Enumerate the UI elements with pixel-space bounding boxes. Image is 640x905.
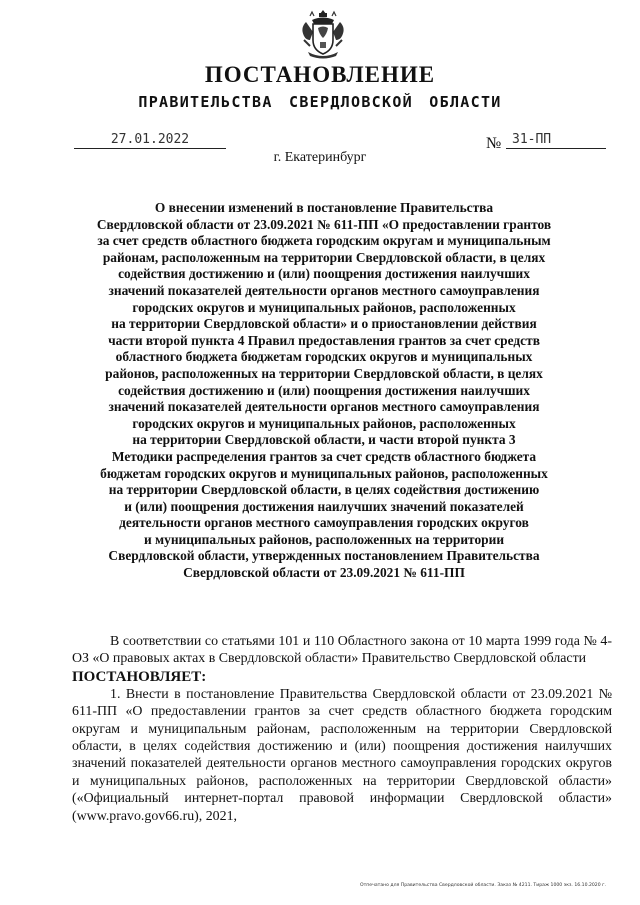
subject-line: на территории Свердловской области» и о приостановлении действия [111, 316, 537, 332]
number-sign: № [486, 135, 502, 152]
subject-line: и (или) поощрения достижения наилучших значений показателей [124, 498, 524, 514]
subject-line: Методики распределения грантов за счет средств областного бюджета [111, 448, 537, 464]
subject-line: городских округов и муниципальных районов, расположенных [132, 299, 516, 315]
document-body [72, 633, 612, 825]
subject-line: на территории Свердловской области, и части второй пункта 3 [132, 432, 516, 448]
subject-line: деятельности органов местного самоуправления городских округов [119, 515, 529, 531]
subject-line: части второй пункта 4 Правил предоставления грантов за счет средств [108, 332, 540, 348]
item-1-paragraph: 1. Внести в постановление Правительства Свердловской области от 23.09.2021 № 611-ПП «О предоставлении грантов за счет средств областного бюджета городским округам и муниципальным районам, расположенным на территории Свердловской области, в целях содействия достижению и (или) поощрения достижения наилучших значений показателей деятельности органов местного самоуправления городских округов и муниципальных районов, расположенных на территории Свердловской области» («Официальный интернет-портал правовой информации Свердловской области» (www.pravo.gov66.ru), 2021, [72, 686, 612, 824]
subject-line: содействия достижению и (или) поощрения достижения наилучших [118, 266, 530, 282]
number-underline [506, 148, 606, 149]
subject-line: и муниципальных районов, расположенных на территории [143, 531, 505, 547]
subject-line: значений показателей деятельности органов местного самоуправления [108, 282, 540, 298]
subject-line: за счет средств областного бюджета городским округам и муниципальным [97, 233, 551, 249]
subject-line: Свердловской области от 23.09.2021 № 611-ПП [183, 565, 465, 581]
date-underline [74, 148, 226, 149]
preamble-paragraph: В соответствии со статьями 101 и 110 Областного закона от 10 марта 1999 года № 4-ОЗ «О правовых актах в Свердловской области» Правительство Свердловской области [72, 634, 612, 667]
subject-line: городских округов и муниципальных районов, расположенных [132, 415, 516, 431]
subject-line: районов, расположенных на территории Свердловской области, в целях [105, 365, 543, 381]
coat-of-arms-icon [298, 8, 348, 62]
print-footer: Отпечатано для Правительства Свердловской области. Заказ № 4211. Тираж 1000 экз. 16.10.2020 г. [360, 883, 606, 888]
subject-line: районам, расположенным на территории Свердловской области, в целях [102, 249, 546, 265]
subject-line: Свердловской области от 23.09.2021 № 611-ПП «О предоставлении грантов [96, 216, 552, 232]
resolve-heading: ПОСТАНОВЛЯЕТ: [72, 668, 207, 685]
subject-line: содействия достижению и (или) поощрения достижения наилучших [118, 382, 530, 398]
subject-line: бюджетам городских округов и муниципальных районов, расположенных [100, 465, 548, 481]
document-title: ПОСТАНОВЛЕНИЕ [204, 62, 436, 87]
document-city: г. Екатеринбург [273, 150, 367, 165]
document-issuer: ПРАВИТЕЛЬСТВА СВЕРДЛОВСКОЙ ОБЛАСТИ [138, 93, 502, 111]
subject-line: О внесении изменений в постановление Правительства [154, 200, 494, 215]
subject-line: значений показателей деятельности органов местного самоуправления [108, 399, 540, 415]
subject-line: областного бюджета бюджетам городских округов и муниципальных [115, 349, 533, 365]
document-subject [70, 200, 578, 582]
subject-line: на территории Свердловской области, в целях содействия достижению [108, 482, 540, 498]
document-number: 31-ПП [512, 132, 552, 147]
subject-line: Свердловской области, утвержденных постановлением Правительства [108, 548, 540, 564]
document-date: 27.01.2022 [110, 132, 190, 147]
